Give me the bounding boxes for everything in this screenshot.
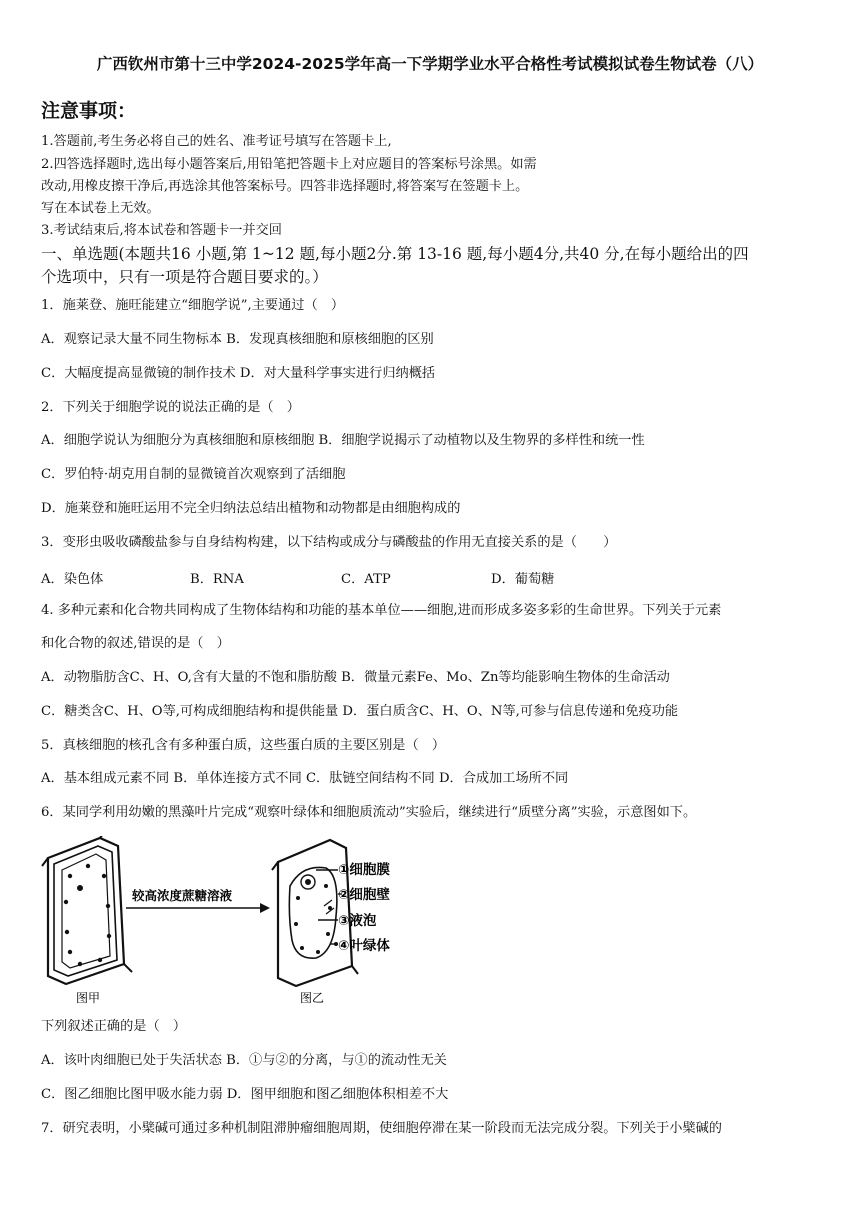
cell-a-diagram	[42, 836, 132, 984]
label-cell-wall: ②细胞壁	[338, 887, 390, 903]
question-3: 3．变形虫吸收磷酸盐参与自身结构构建，以下结构或成分与磷酸盐的作用无直接关系的是（ ）	[41, 535, 617, 550]
notice-line-5: 3.考试结束后,将本试卷和答题卡一并交回	[41, 223, 282, 238]
section-header-line-1: 一、单选题(本题共16 小题,第 1~12 题,每小题2分.第 13-16 题,每小题4分,共40 分,在每小题给出的四	[41, 245, 749, 263]
label-cell-membrane: ①细胞膜	[338, 862, 390, 878]
question-3-option-a: A．染色体	[41, 572, 104, 587]
notice-line-2: 2.四答选择题时,选出每小题答案后,用铅笔把答题卡上对应题目的答案标号涂黑。如需	[41, 157, 537, 172]
arrow-head	[260, 903, 270, 913]
notice-line-3: 改动,用橡皮擦干净后,再选涂其他答案标号。四答非选择题时,将答案写在签题卡上。	[41, 179, 529, 194]
notice-line-4: 写在本试卷上无效。	[41, 201, 160, 216]
question-5-options: A．基本组成元素不同 B．单体连接方式不同 C．肽链空间结构不同 D．合成加工场所不同	[41, 771, 569, 786]
question-7: 7．研究表明，小檗碱可通过多种机制阻滞肿瘤细胞周期，使细胞停滞在某一阶段而无法完成分裂。下列关于小檗碱的	[41, 1121, 722, 1136]
label-chloroplast: ④叶绿体	[338, 938, 390, 954]
notice-heading: 注意事项：	[41, 100, 137, 122]
caption-figure-a: 图甲	[76, 991, 101, 1005]
question-2-options-ab: A．细胞学说认为细胞分为真核细胞和原核细胞 B．细胞学说揭示了动植物以及生物界的多样性和统一性	[41, 433, 645, 448]
question-5: 5．真核细胞的核孔含有多种蛋白质，这些蛋白质的主要区别是（ ）	[41, 738, 446, 753]
question-4-line-2: 和化合物的叙述,错误的是（ ）	[41, 636, 230, 651]
question-4-options-cd: C．糖类含C、H、O等,可构成细胞结构和提供能量 D．蛋白质含C、H、O、N等,可参与信息传递和免疫功能	[41, 704, 679, 719]
question-1: 1．施莱登、施旺能建立“细胞学说”,主要通过（ ）	[41, 298, 345, 313]
question-1-options-ab: A．观察记录大量不同生物标本 B．发现真核细胞和原核细胞的区别	[41, 332, 434, 347]
question-1-options-cd: C．大幅度提高显微镜的制作技术 D．对大量科学事实进行归纳概括	[41, 366, 436, 381]
question-2-option-d: D．施莱登和施旺运用不完全归纳法总结出植物和动物都是由细胞构成的	[41, 501, 461, 516]
caption-figure-b: 图乙	[300, 991, 325, 1005]
question-3-option-b: B．RNA	[190, 572, 244, 587]
plasmolysis-figure	[40, 836, 450, 1008]
question-2: 2．下列关于细胞学说的说法正确的是（ ）	[41, 400, 300, 415]
notice-line-1: 1.答题前,考生务必将自己的姓名、准考证号填写在答题卡上,	[41, 134, 392, 149]
question-6: 6．某同学利用幼嫩的黑藻叶片完成“观察叶绿体和细胞质流动”实验后，继续进行“质壁分离”实验，示意图如下。	[41, 805, 697, 820]
arrow-label: 较高浓度蔗糖溶液	[132, 888, 233, 903]
question-6-options-ab: A．该叶肉细胞已处于失活状态 B．①与②的分离，与①的流动性无关	[41, 1053, 447, 1068]
question-2-option-c: C．罗伯特·胡克用自制的显微镜首次观察到了活细胞	[41, 467, 346, 482]
label-vacuole: ③液泡	[338, 913, 377, 929]
page-title: 广西钦州市第十三中学2024-2025学年高一下学期学业水平合格性考试模拟试卷生物试卷（八）	[96, 55, 764, 73]
question-4-options-ab: A．动物脂肪含C、H、O,含有大量的不饱和脂肪酸 B．微量元素Fe、Mo、Zn等均能影响生物体的生命活动	[41, 670, 670, 685]
question-6-options-cd: C．图乙细胞比图甲吸水能力弱 D．图甲细胞和图乙细胞体积相差不大	[41, 1087, 449, 1102]
question-6-stem: 下列叙述正确的是（ ）	[41, 1019, 187, 1034]
section-header-line-2: 个选项中，只有一项是符合题目要求的。）	[41, 268, 328, 286]
question-3-option-c: C．ATP	[341, 572, 391, 587]
question-3-option-d: D．葡萄糖	[491, 572, 555, 587]
question-4-line-1: 4. 多种元素和化合物共同构成了生物体结构和功能的基本单位——细胞,进而形成多姿多彩的生命世界。下列关于元素	[41, 603, 722, 618]
